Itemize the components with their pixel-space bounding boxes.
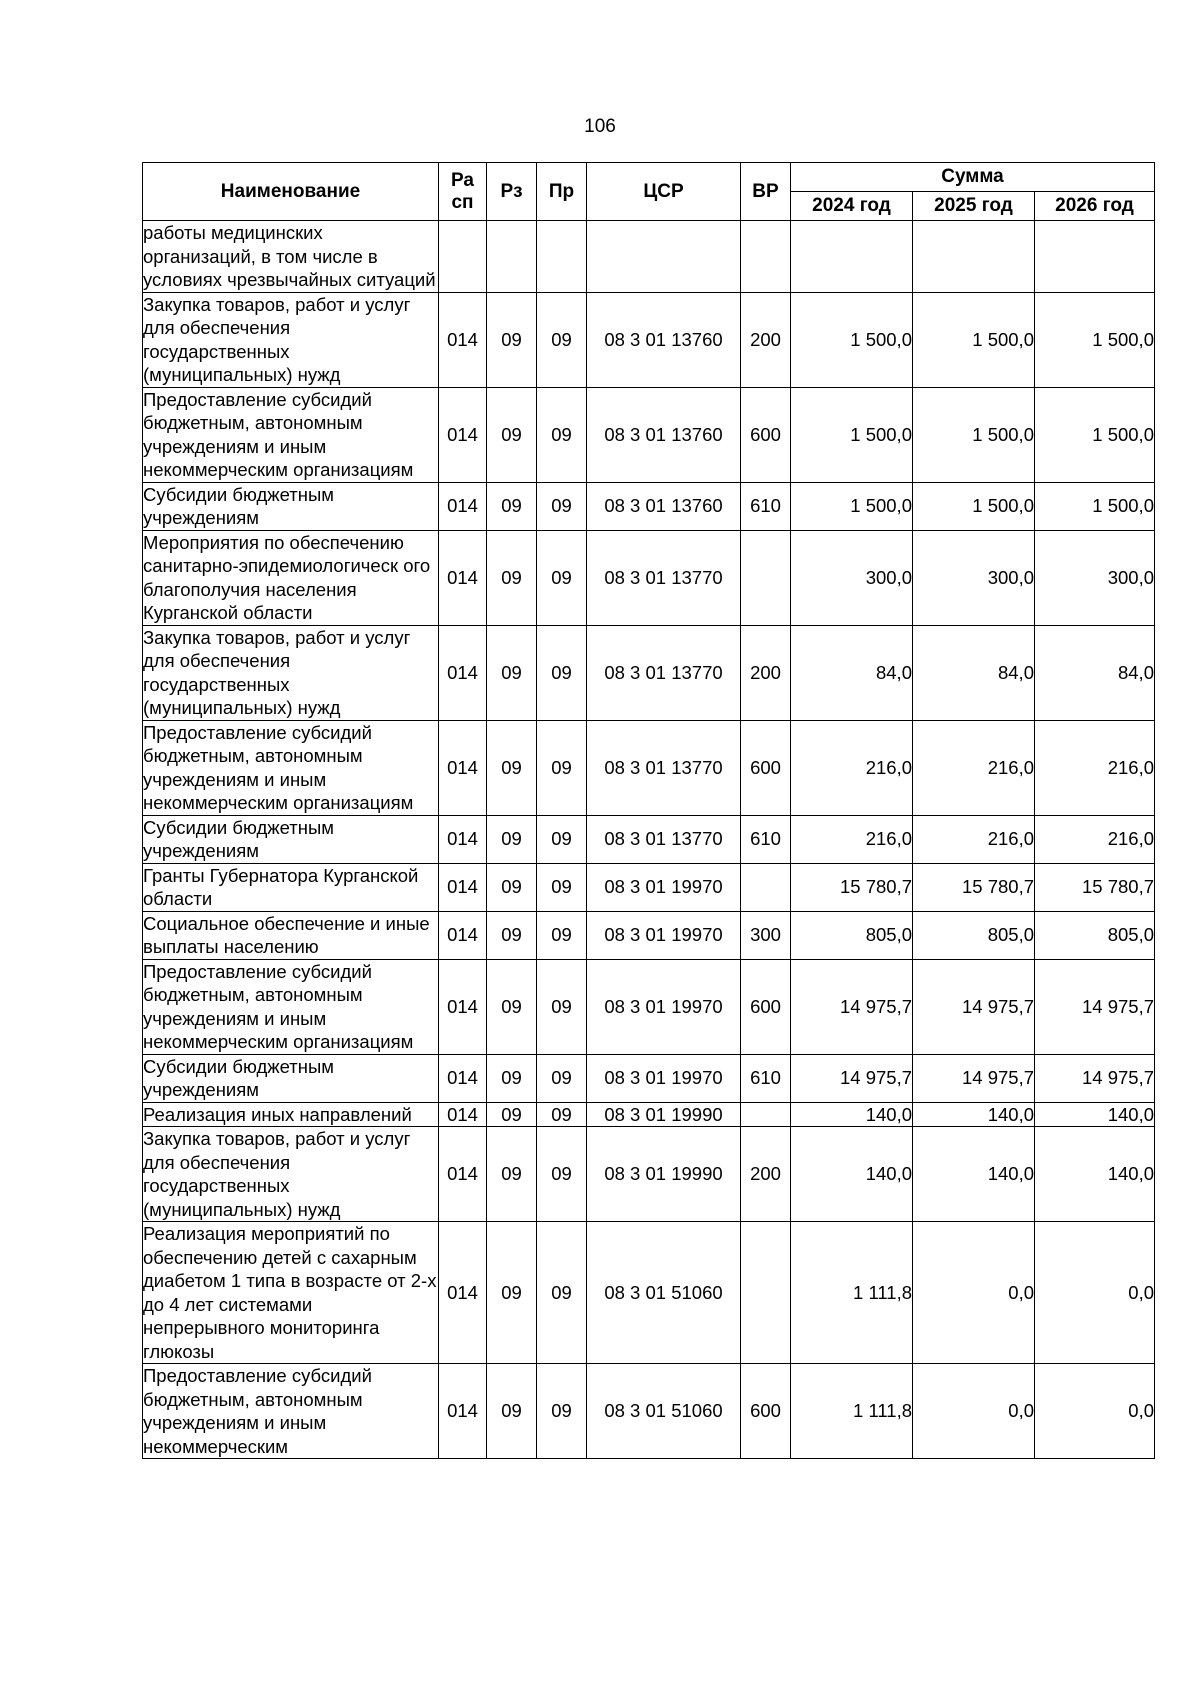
table-row — [143, 863, 1155, 911]
cell-vr: 200 — [741, 292, 791, 387]
cell-2026 — [1035, 221, 1155, 293]
cell-2026: 140,0 — [1035, 1127, 1155, 1222]
cell-pr: 09 — [537, 482, 587, 530]
cell-rasp — [439, 221, 487, 293]
cell-2025: 0,0 — [913, 1364, 1035, 1459]
cell-name: Предоставление субсидий бюджетным, автономным учреждениям и иным некоммерческим организациям — [143, 387, 439, 482]
cell-pr: 09 — [537, 292, 587, 387]
cell-rz: 09 — [487, 863, 537, 911]
cell-2024: 216,0 — [791, 720, 913, 815]
cell-2024: 1 500,0 — [791, 482, 913, 530]
cell-2025: 140,0 — [913, 1102, 1035, 1127]
cell-2024: 216,0 — [791, 815, 913, 863]
cell-2026: 805,0 — [1035, 911, 1155, 959]
table-row — [143, 1127, 1155, 1222]
cell-vr: 600 — [741, 1364, 791, 1459]
cell-rz: 09 — [487, 815, 537, 863]
cell-2025: 300,0 — [913, 530, 1035, 625]
cell-2024 — [791, 221, 913, 293]
cell-name: Закупка товаров, работ и услуг для обеспечения государственных (муниципальных) нужд — [143, 1127, 439, 1222]
cell-vr — [741, 863, 791, 911]
cell-2024: 140,0 — [791, 1102, 913, 1127]
cell-pr: 09 — [537, 530, 587, 625]
cell-rasp: 014 — [439, 625, 487, 720]
cell-2024: 14 975,7 — [791, 1054, 913, 1102]
cell-2026: 14 975,7 — [1035, 1054, 1155, 1102]
table-row — [143, 1102, 1155, 1127]
cell-2024: 1 111,8 — [791, 1222, 913, 1364]
cell-rasp: 014 — [439, 482, 487, 530]
cell-rasp: 014 — [439, 387, 487, 482]
cell-2026: 216,0 — [1035, 815, 1155, 863]
cell-2025: 1 500,0 — [913, 482, 1035, 530]
cell-csr: 08 3 01 13760 — [587, 387, 741, 482]
cell-rz — [487, 221, 537, 293]
cell-pr: 09 — [537, 863, 587, 911]
cell-rz: 09 — [487, 1222, 537, 1364]
cell-name: Реализация иных направлений — [143, 1102, 439, 1127]
cell-2025: 1 500,0 — [913, 387, 1035, 482]
table-row — [143, 1054, 1155, 1102]
cell-2024: 15 780,7 — [791, 863, 913, 911]
cell-2024: 1 111,8 — [791, 1364, 913, 1459]
cell-2025: 216,0 — [913, 720, 1035, 815]
table-row — [143, 911, 1155, 959]
header-csr: ЦСР — [587, 163, 741, 221]
table-row — [143, 1364, 1155, 1459]
cell-pr: 09 — [537, 1222, 587, 1364]
cell-pr: 09 — [537, 815, 587, 863]
cell-rz: 09 — [487, 1364, 537, 1459]
cell-2025: 140,0 — [913, 1127, 1035, 1222]
cell-csr: 08 3 01 51060 — [587, 1364, 741, 1459]
cell-rasp: 014 — [439, 815, 487, 863]
cell-2024: 805,0 — [791, 911, 913, 959]
cell-csr: 08 3 01 19970 — [587, 911, 741, 959]
cell-csr: 08 3 01 13770 — [587, 530, 741, 625]
cell-rz: 09 — [487, 482, 537, 530]
cell-csr: 08 3 01 51060 — [587, 1222, 741, 1364]
cell-name: Предоставление субсидий бюджетным, автономным учреждениям и иным некоммерческим — [143, 1364, 439, 1459]
cell-name: Субсидии бюджетным учреждениям — [143, 815, 439, 863]
cell-2026: 14 975,7 — [1035, 959, 1155, 1054]
cell-2025 — [913, 221, 1035, 293]
cell-rz: 09 — [487, 530, 537, 625]
cell-2025: 1 500,0 — [913, 292, 1035, 387]
table-header — [143, 163, 1155, 221]
cell-csr — [587, 221, 741, 293]
table-row — [143, 959, 1155, 1054]
cell-vr: 610 — [741, 815, 791, 863]
cell-rasp: 014 — [439, 292, 487, 387]
cell-2026: 84,0 — [1035, 625, 1155, 720]
cell-rasp: 014 — [439, 911, 487, 959]
table-row — [143, 221, 1155, 293]
cell-2025: 84,0 — [913, 625, 1035, 720]
cell-2026: 15 780,7 — [1035, 863, 1155, 911]
cell-vr: 200 — [741, 1127, 791, 1222]
cell-vr — [741, 1102, 791, 1127]
cell-vr: 610 — [741, 1054, 791, 1102]
cell-pr: 09 — [537, 911, 587, 959]
cell-vr: 610 — [741, 482, 791, 530]
cell-rasp: 014 — [439, 1127, 487, 1222]
cell-name: Гранты Губернатора Курганской области — [143, 863, 439, 911]
cell-rz: 09 — [487, 387, 537, 482]
table-row — [143, 387, 1155, 482]
cell-2025: 14 975,7 — [913, 959, 1035, 1054]
cell-rz: 09 — [487, 1054, 537, 1102]
cell-pr: 09 — [537, 1364, 587, 1459]
cell-2025: 216,0 — [913, 815, 1035, 863]
cell-rasp: 014 — [439, 1054, 487, 1102]
cell-rasp: 014 — [439, 1102, 487, 1127]
cell-2024: 300,0 — [791, 530, 913, 625]
header-pr: Пр — [537, 163, 587, 221]
header-rz: Рз — [487, 163, 537, 221]
cell-2026: 1 500,0 — [1035, 387, 1155, 482]
cell-2025: 0,0 — [913, 1222, 1035, 1364]
cell-name: Реализация мероприятий по обеспечению детей с сахарным диабетом 1 типа в возрасте от 2-х до 4 лет системами непрерывного мониторинга глюкозы — [143, 1222, 439, 1364]
cell-vr — [741, 221, 791, 293]
cell-name: Мероприятия по обеспечению санитарно-эпидемиологическ ого благополучия населения Курганской области — [143, 530, 439, 625]
cell-rasp: 014 — [439, 863, 487, 911]
cell-rz: 09 — [487, 625, 537, 720]
table-row — [143, 625, 1155, 720]
cell-rasp: 014 — [439, 720, 487, 815]
table-row — [143, 815, 1155, 863]
cell-vr: 600 — [741, 959, 791, 1054]
cell-name: Социальное обеспечение и иные выплаты населению — [143, 911, 439, 959]
cell-rasp: 014 — [439, 959, 487, 1054]
cell-csr: 08 3 01 13770 — [587, 815, 741, 863]
cell-vr — [741, 1222, 791, 1364]
cell-2026: 300,0 — [1035, 530, 1155, 625]
table-row — [143, 482, 1155, 530]
cell-name: Закупка товаров, работ и услуг для обеспечения государственных (муниципальных) нужд — [143, 292, 439, 387]
cell-2026: 0,0 — [1035, 1364, 1155, 1459]
cell-rasp: 014 — [439, 1364, 487, 1459]
cell-2025: 15 780,7 — [913, 863, 1035, 911]
cell-csr: 08 3 01 19970 — [587, 863, 741, 911]
header-name: Наименование — [143, 163, 439, 221]
header-year-2025: 2025 год — [913, 192, 1035, 221]
cell-2024: 14 975,7 — [791, 959, 913, 1054]
cell-2026: 140,0 — [1035, 1102, 1155, 1127]
cell-2026: 0,0 — [1035, 1222, 1155, 1364]
cell-csr: 08 3 01 19990 — [587, 1102, 741, 1127]
cell-2024: 1 500,0 — [791, 292, 913, 387]
header-year-2024: 2024 год — [791, 192, 913, 221]
cell-2026: 1 500,0 — [1035, 292, 1155, 387]
cell-name: Закупка товаров, работ и услуг для обеспечения государственных (муниципальных) нужд — [143, 625, 439, 720]
cell-rz: 09 — [487, 720, 537, 815]
cell-pr: 09 — [537, 625, 587, 720]
cell-2026: 216,0 — [1035, 720, 1155, 815]
cell-name: Субсидии бюджетным учреждениям — [143, 1054, 439, 1102]
cell-csr: 08 3 01 13760 — [587, 292, 741, 387]
cell-csr: 08 3 01 19970 — [587, 1054, 741, 1102]
cell-vr: 600 — [741, 720, 791, 815]
cell-2025: 14 975,7 — [913, 1054, 1035, 1102]
cell-2024: 1 500,0 — [791, 387, 913, 482]
cell-name: Предоставление субсидий бюджетным, автономным учреждениям и иным некоммерческим организациям — [143, 720, 439, 815]
table-row — [143, 1222, 1155, 1364]
cell-vr — [741, 530, 791, 625]
page-number: 106 — [584, 116, 616, 137]
cell-rasp: 014 — [439, 1222, 487, 1364]
cell-pr: 09 — [537, 959, 587, 1054]
cell-pr: 09 — [537, 387, 587, 482]
table-row — [143, 292, 1155, 387]
cell-rz: 09 — [487, 1127, 537, 1222]
cell-rz: 09 — [487, 292, 537, 387]
cell-vr: 300 — [741, 911, 791, 959]
cell-2025: 805,0 — [913, 911, 1035, 959]
cell-csr: 08 3 01 13760 — [587, 482, 741, 530]
cell-csr: 08 3 01 13770 — [587, 720, 741, 815]
cell-name: Предоставление субсидий бюджетным, автономным учреждениям и иным некоммерческим организациям — [143, 959, 439, 1054]
cell-pr: 09 — [537, 1102, 587, 1127]
cell-name: Субсидии бюджетным учреждениям — [143, 482, 439, 530]
cell-pr: 09 — [537, 1127, 587, 1222]
table-row — [143, 530, 1155, 625]
table-body — [143, 221, 1155, 1459]
cell-vr: 200 — [741, 625, 791, 720]
cell-name: работы медицинских организаций, в том числе в условиях чрезвычайных ситуаций — [143, 221, 439, 293]
cell-vr: 600 — [741, 387, 791, 482]
header-summa: Сумма — [791, 163, 1155, 192]
header-vr: ВР — [741, 163, 791, 221]
budget-table — [142, 162, 1155, 1459]
cell-pr — [537, 221, 587, 293]
cell-2024: 140,0 — [791, 1127, 913, 1222]
cell-rz: 09 — [487, 911, 537, 959]
cell-rasp: 014 — [439, 530, 487, 625]
cell-csr: 08 3 01 13770 — [587, 625, 741, 720]
cell-2024: 84,0 — [791, 625, 913, 720]
cell-csr: 08 3 01 19990 — [587, 1127, 741, 1222]
cell-csr: 08 3 01 19970 — [587, 959, 741, 1054]
cell-2026: 1 500,0 — [1035, 482, 1155, 530]
table-row — [143, 720, 1155, 815]
cell-pr: 09 — [537, 1054, 587, 1102]
header-year-2026: 2026 год — [1035, 192, 1155, 221]
header-rasp: Ра сп — [439, 163, 487, 221]
cell-rz: 09 — [487, 959, 537, 1054]
cell-rz: 09 — [487, 1102, 537, 1127]
cell-pr: 09 — [537, 720, 587, 815]
